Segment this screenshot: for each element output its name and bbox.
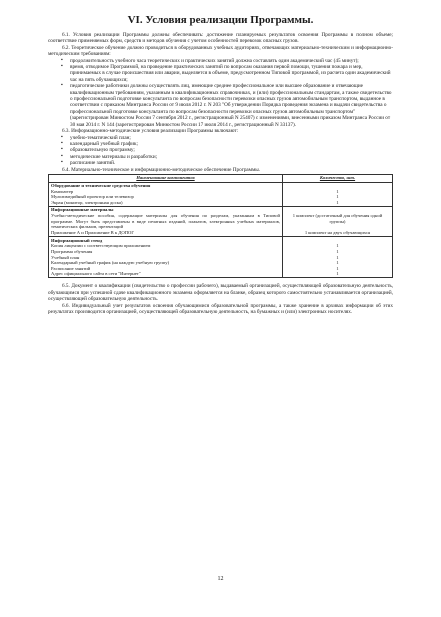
quantity-value: 1	[336, 265, 339, 271]
table-row: Учебный план	[51, 254, 80, 260]
table-row: Приложение А и Приложение В к ДОПОГ	[51, 229, 135, 235]
equipment-table	[48, 174, 393, 279]
methodical-item: ▪ расписание занятий.	[70, 160, 393, 166]
section-heading: VI. Условия реализации Программы.	[127, 14, 314, 26]
table-row: Программа обучения	[51, 248, 93, 254]
condition-item-2: ▪ время, отводимое Программой, на проведение практических занятий по вопросам оказания первой помощи, тушения пожара и мер, принимаемых в случае происшествия или аварии, выделяется в объеме, предусмотренном Типовой программой, из расчета один академический час на пять обучающихся;	[70, 64, 393, 83]
conditions-list	[48, 58, 393, 128]
table-row: Адрес официального сайта в сети "Интернет"	[51, 271, 141, 277]
section-title: Оборудование и технические средства обучения	[51, 183, 151, 189]
table-section	[49, 182, 393, 206]
table-section	[49, 206, 393, 236]
table-header-components: Наименование компонентов	[49, 174, 283, 182]
quantity-cell	[283, 206, 393, 236]
methodical-item: ▪ учебно-тематический план;	[70, 135, 393, 141]
section-cell	[49, 237, 283, 278]
section-title: Информационные материалы	[51, 207, 114, 213]
table-row: Расписание занятий	[51, 265, 91, 271]
paragraph-6-5: 6.5. Документ о квалификации (свидетельство о профессии рабочего), выдаваемый организацией, осуществляющей образовательную деятельность, обучающимся при успешной сдаче квалификационного экзамена оформляется на бланке, образец которого самостоятельно устанавливается организацией, осуществляющей образовательную деятельность.	[48, 283, 393, 303]
paragraph-6-3: 6.3. Информационно-методические условия реализации Программы включают:	[62, 128, 239, 135]
quantity-value: 1	[336, 188, 339, 194]
table-row: Мультимедийный проектор или телевизор	[51, 194, 134, 200]
paragraph-6-6: 6.6. Индивидуальный учет результатов освоения обучающимися образовательной программы, а также хранение в архивах информации об этих результатах производится организацией, осуществляющей образовательную деятельность, на бумажных и (или) электронных носителях.	[48, 302, 393, 316]
table-section	[49, 237, 393, 278]
quantity-value: 1	[336, 243, 339, 249]
paragraph-6-2: 6.2. Теоретическое обучение должно проводиться в оборудованных учебных аудиториях, отвечающих материально-техническим и информационно-методическим требованиям:	[48, 44, 393, 58]
paragraph-6-1: 6.1. Условия реализации Программы должны обеспечивать: достижение планируемых результатов освоения Программы в полном объеме; соответствие применяемых форм, средств и методов обучения с учетом особенностей перевозок опасных грузов.	[48, 32, 393, 45]
quantity-value: 1	[336, 199, 339, 205]
table-row: Календарный учебный график (на каждую учебную группу)	[51, 260, 170, 266]
section-cell	[49, 182, 283, 206]
quantity-value: 1	[336, 194, 339, 200]
paragraph-6-4: 6.4. Материально-техническое и информационно-методическое обеспечение Программы.	[62, 166, 261, 173]
table-header-quantity: Количество, шт.	[283, 174, 393, 182]
section-cell	[49, 206, 283, 236]
table-row: Копия лицензии с соответствующим приложением	[51, 243, 151, 249]
quantity-value: 1	[336, 260, 339, 266]
table-row: Учебно-методические пособия, содержащие материалы для обучения по разделам, указанным в Типовой программе. Могут быть представлены в виде печатных изданий, плакатов, электронных учебных материалов, тематических фильмов, презентаций	[51, 213, 280, 230]
page-number: 12	[217, 576, 224, 582]
quantity-cell	[283, 237, 393, 278]
condition-item-3: ▪ педагогические работники должны осуществлять лиц, имеющие среднее профессиональное или высшее образование и отвечающие квалификационным требованиям, указанным в квалификационных справочниках, и (или) профессиональным стандартам, а также свидетельство о профессиональной подготовке консультанта по вопросам безопасности перевозки опасных грузов автомобильным транспортом, выданное в соответствии с приказом Минтранса России от 9 июля 2012 г. N 203 "Об утверждении Порядка проведения экзамена и выдачи свидетельства о профессиональной подготовке консультанта по вопросам безопасности перевозки опасных грузов автомобильным транспортом" (зарегистрирован Минюстом России 7 сентября 2012 г., регистрационный N 25407) с изменениями, внесенными приказом Минтранса России от 30 мая 2014 г. N 144 (зарегистрирован Минюстом России 17 июля 2014 г., регистрационный N 33137).	[70, 83, 393, 128]
table-row: Компьютер	[51, 188, 74, 194]
quantity-cell	[283, 182, 393, 206]
section-title: Информационный стенд	[51, 237, 103, 243]
methodical-item: ▪ образовательную программу;	[70, 147, 393, 153]
methodical-item: ▪ календарный учебный график;	[70, 141, 393, 147]
quantity-value: 1 комплект (достаточный для обучения одной группы)	[292, 213, 383, 224]
quantity-value: 1	[336, 254, 339, 260]
quantity-value: 1	[336, 271, 339, 277]
methodical-item: ▪ методические материалы и разработки;	[70, 154, 393, 160]
quantity-value: 1 комплект на двух обучающихся	[304, 230, 371, 236]
condition-item-1: ▪ продолжительность учебного часа теоретических и практических занятий должна составлять один академический час (45 минут);	[70, 58, 393, 64]
methodical-list	[48, 135, 393, 167]
quantity-value: 1	[336, 248, 339, 254]
table-row: Экран (монитор, электронная доска)	[51, 199, 123, 205]
